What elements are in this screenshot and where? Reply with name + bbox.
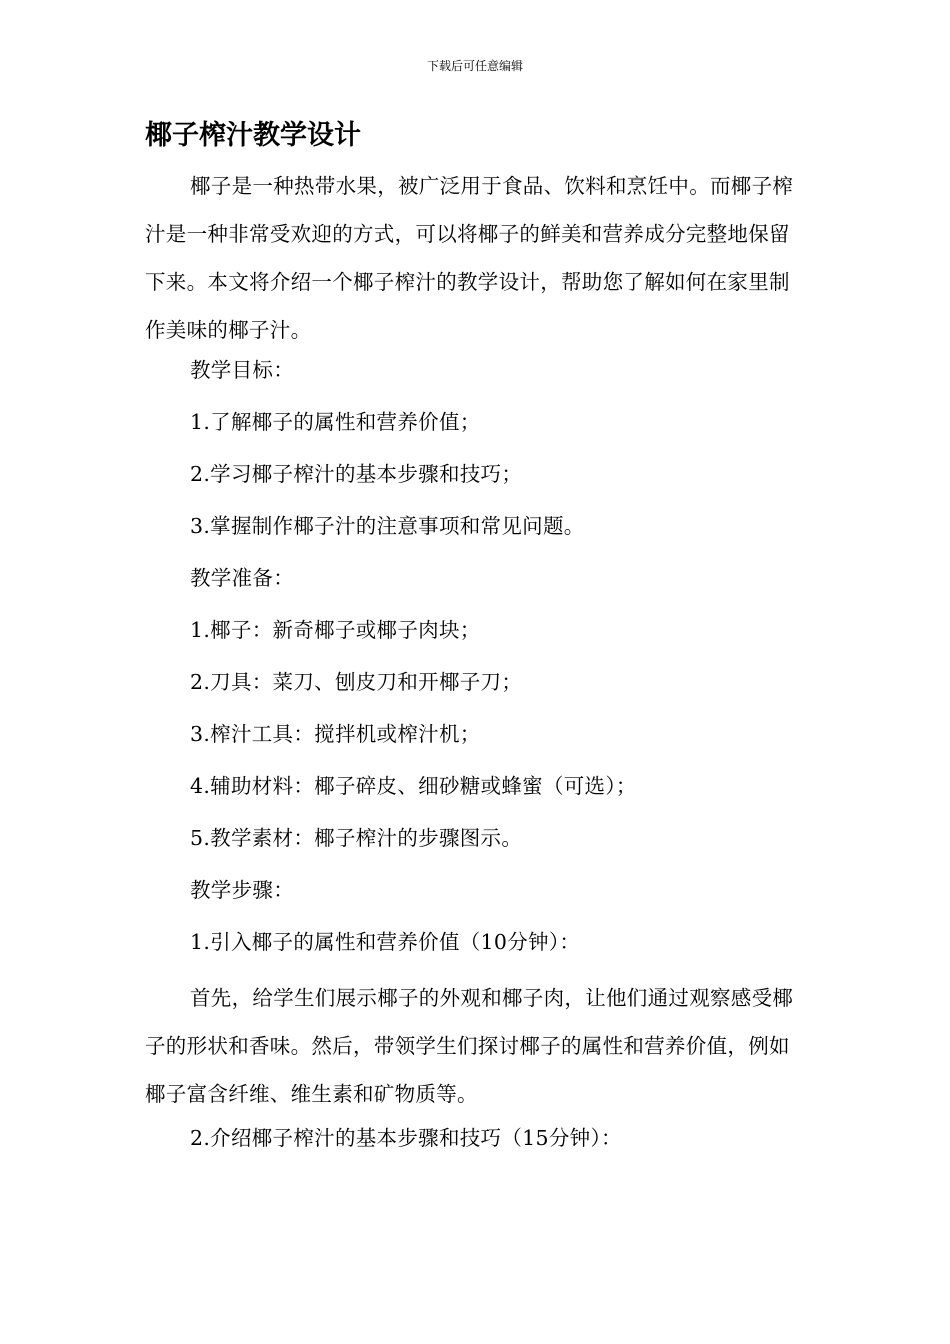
document-title: 椰子榨汁教学设计 [145, 120, 361, 151]
goal-item-1: 1.了解椰子的属性和营养价值； [190, 410, 481, 434]
steps-heading: 教学步骤： [190, 878, 294, 902]
goal-item-2: 2.学习椰子榨汁的基本步骤和技巧； [190, 462, 523, 486]
step-1-paragraph: 首先，给学生们展示椰子的外观和椰子肉，让他们通过观察感受椰子的形状和香味。然后，带领学生们探讨椰子的属性和营养价值，例如椰子富含纤维、维生素和矿物质等。 [145, 986, 794, 1106]
preparation-item-4: 4.辅助材料：椰子碎皮、细砂糖或蜂蜜（可选）； [190, 774, 637, 798]
preparation-item-1: 1.椰子：新奇椰子或椰子肉块； [190, 618, 481, 642]
preparation-heading: 教学准备： [190, 566, 294, 590]
intro-paragraph: 椰子是一种热带水果，被广泛用于食品、饮料和烹饪中。而椰子榨汁是一种非常受欢迎的方式，可以将椰子的鲜美和营养成分完整地保留下来。本文将介绍一个椰子榨汁的教学设计，帮助您了解如何在家里制作美味的椰子汁。 [145, 174, 794, 342]
step-2-title: 2.介绍椰子榨汁的基本步骤和技巧（15分钟）： [190, 1126, 622, 1150]
goal-item-3: 3.掌握制作椰子汁的注意事项和常见问题。 [190, 514, 585, 538]
preparation-item-3: 3.榨汁工具：搅拌机或榨汁机； [190, 722, 481, 746]
preparation-item-2: 2.刀具：菜刀、刨皮刀和开椰子刀； [190, 670, 523, 694]
goals-heading: 教学目标： [190, 358, 294, 382]
step-1-title: 1.引入椰子的属性和营养价值（10分钟）： [190, 930, 581, 954]
preparation-item-5: 5.教学素材：椰子榨汁的步骤图示。 [190, 826, 523, 850]
header-note: 下载后可任意编辑 [426, 59, 523, 73]
